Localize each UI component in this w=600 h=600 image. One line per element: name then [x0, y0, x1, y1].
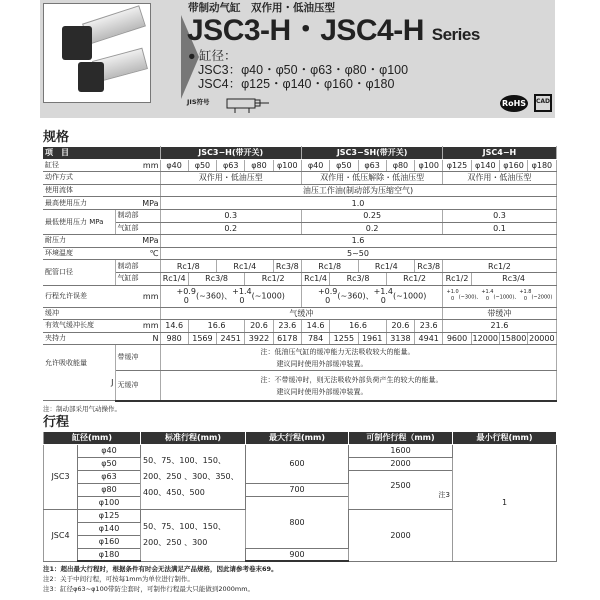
spec-row [43, 209, 556, 222]
row-sublabel: 无缓冲 [115, 371, 160, 401]
bore-cell: φ180 [78, 548, 141, 561]
row-label-text: 有效气缓冲长度 [45, 321, 94, 330]
spec-cell: Rc1/2 [386, 272, 443, 285]
spec-cell: Rc3/4 [471, 272, 556, 285]
row-unit: mm [142, 160, 159, 170]
spec-cell: Rc1/2 [443, 272, 471, 285]
stroke-table [43, 431, 557, 563]
bore-cell: φ50 [78, 457, 141, 470]
bore-label: ● 缸径： [188, 49, 237, 63]
bore-line-jsc3: JSC3：φ40・φ50・φ63・φ80・φ100 [198, 63, 409, 77]
row-label-text: 缸径 [45, 160, 59, 169]
spec-row [43, 307, 556, 320]
spec-row [43, 172, 556, 185]
tolerance-range: (~360)、 [337, 291, 374, 301]
stroke-row [44, 444, 557, 457]
stroke-note-1: 注1：超出最大行程时，根据条件有时会无法满足产品规格，因此请参考卷末69。 [43, 565, 278, 574]
standard-stroke: 50、75、100、150、200、250 、300 [141, 509, 246, 561]
spec-cell: φ160 [499, 159, 527, 172]
tolerance-fraction [318, 287, 337, 305]
header-col: 最大行程(mm) [246, 431, 349, 444]
tolerance-range: (~2000) [531, 294, 553, 301]
spec-cell: 14.6 [301, 320, 329, 333]
tolerance-upper: +1.4 [481, 288, 494, 295]
spec-row [43, 260, 556, 273]
energy-note-line: 建议同时使用外部缓冲装置。 [276, 359, 368, 368]
bore-list [188, 49, 408, 91]
row-label [43, 209, 115, 234]
spec-cell: φ80 [386, 159, 414, 172]
row-label [43, 345, 115, 401]
max-stroke: 900 [246, 548, 349, 561]
spec-cell: 20.6 [386, 320, 414, 333]
subtitle: 带制动气缸 双作用・低油压型 [188, 2, 335, 14]
spec-cell: Rc3/8 [188, 272, 245, 285]
tolerance-upper: +0.9 [176, 287, 196, 297]
row-label [43, 247, 160, 260]
spec-cell: 双作用・低压解除・低油压型 [301, 172, 442, 185]
spec-cell: 12000 [472, 334, 498, 344]
row-label-text: 环境温度 [45, 249, 73, 258]
spec-cell: 0.2 [160, 222, 301, 235]
spec-cell: 0.1 [443, 222, 556, 235]
row-label [43, 260, 115, 285]
spec-cell: φ100 [415, 159, 443, 172]
tolerance-fraction [374, 287, 393, 305]
spec-cell: 16.6 [188, 320, 245, 333]
tolerance-upper: +0.9 [317, 287, 338, 297]
spec-cell: 1961 [358, 332, 386, 345]
row-unit: J [111, 377, 114, 387]
tolerance-fraction [481, 289, 493, 303]
spec-cell: Rc1/2 [443, 260, 556, 273]
spec-cell: 16.6 [330, 320, 387, 333]
energy-note-line: 注：不带缓冲时，则无法吸收外部负荷产生的较大的能量。 [260, 375, 443, 384]
spec-cell: 0.2 [301, 222, 442, 235]
spec-cell: φ180 [528, 159, 556, 172]
header-bore: 缸径(mm) [44, 431, 141, 444]
row-label [43, 285, 160, 307]
row-label [43, 172, 160, 185]
spec-cell: 23.6 [273, 320, 301, 333]
bore-cell: φ63 [78, 470, 141, 483]
energy-note [160, 371, 556, 401]
tolerance-cell [160, 285, 301, 307]
row-label [43, 184, 160, 197]
spec-cell: Rc3/8 [330, 272, 387, 285]
row-sublabel: 气缸部 [115, 222, 160, 235]
spec-cell: 3138 [386, 332, 414, 345]
tolerance-range: (~360)、 [195, 291, 233, 301]
max-stroke: 800 [246, 496, 349, 548]
max-stroke: 700 [246, 483, 349, 496]
content-area [43, 130, 556, 594]
spec-cell: Rc1/4 [358, 260, 415, 273]
spec-cell: 带缓冲 [443, 307, 556, 320]
row-label [43, 320, 160, 333]
spec-cell: Rc1/8 [160, 260, 217, 273]
rohs-badge: RoHS [500, 95, 528, 112]
spec-cell: 5~50 [160, 247, 556, 260]
row-sublabel: 带缓冲 [115, 345, 160, 371]
tolerance-lower: 0 [451, 295, 455, 302]
title-text: JSC3-H・JSC4-H [187, 14, 424, 47]
header-col: 可制作行程（mm) [349, 431, 453, 444]
tolerance-range: (~1000) [393, 291, 427, 301]
row-sublabel: 制动部 [115, 260, 160, 273]
tolerance-lower: 0 [239, 296, 245, 306]
tolerance-fraction [177, 287, 196, 305]
row-label-text: 缓冲 [45, 308, 59, 317]
spec-footnote: 注：制动部采用气动操作。 [43, 404, 121, 413]
row-label [43, 307, 160, 320]
energy-note-line: 注：低油压气缸的缓冲能力无法吸收较大的能量。 [260, 347, 415, 356]
spec-cell: 6178 [273, 332, 301, 345]
spec-cell: φ50 [330, 159, 358, 172]
standard-stroke: 50、75、100、150、200、250 、300、350、400、450、500 [141, 444, 246, 509]
spec-row [43, 345, 556, 371]
spec-cell: 21.6 [443, 320, 556, 333]
cad-icon: CAD [534, 94, 552, 112]
row-label [43, 159, 160, 172]
spec-cell: φ100 [273, 159, 301, 172]
tolerance-lower: 0 [485, 295, 490, 302]
spec-cell: 14.6 [160, 320, 188, 333]
tolerance-fraction [232, 287, 251, 305]
tolerance-range: (~1000)、 [493, 294, 520, 301]
bore-cell: φ125 [78, 509, 141, 522]
makeable-note: 注3 [438, 490, 451, 499]
makeable-stroke [349, 444, 453, 457]
min-stroke: 1 [453, 444, 557, 561]
row-label-text: 配管口径 [45, 267, 73, 276]
row-label-text: 最低使用压力 MPa [45, 217, 104, 226]
spec-header-row [43, 147, 556, 160]
bore-cell: φ140 [78, 522, 141, 535]
title-suffix: Series [431, 25, 480, 44]
spec-row [43, 235, 556, 248]
row-unit: MPa [142, 198, 159, 208]
makeable-stroke [349, 457, 453, 470]
spec-cell: φ80 [245, 159, 273, 172]
spec-row [43, 222, 556, 235]
spec-cell: φ63 [358, 159, 386, 172]
header-group: JSC4−H [443, 147, 556, 160]
spec-cell: 20.6 [245, 320, 273, 333]
row-label [43, 197, 160, 210]
series-label: JSC3 [44, 444, 78, 509]
spec-cell: 3922 [245, 332, 273, 345]
header-col: 最小行程(mm) [453, 431, 557, 444]
spec-cell: Rc1/4 [160, 272, 188, 285]
spec-cell: 油压工作油(制动部为压缩空气) [160, 184, 556, 197]
spec-row [43, 159, 556, 172]
spec-cell: 15800 [500, 334, 527, 344]
spec-cell: Rc3/8 [273, 260, 301, 273]
spec-cell: 1569 [188, 332, 216, 345]
jis-label: JIS符号 [187, 98, 210, 106]
spec-row [43, 332, 556, 345]
makeable-stroke [349, 509, 453, 561]
spec-cell: φ40 [160, 159, 188, 172]
bore-cell: φ80 [78, 483, 141, 496]
spec-cell: 1.0 [160, 197, 556, 210]
jis-symbol-icon [225, 95, 270, 113]
tolerance-lower: 0 [380, 296, 386, 306]
spec-cell: Rc3/8 [415, 260, 443, 273]
row-unit: ℃ [149, 249, 159, 259]
spec-row [43, 320, 556, 333]
spec-row [43, 247, 556, 260]
series-title [187, 15, 480, 51]
row-label-text: 动作方式 [45, 173, 73, 182]
row-label [43, 235, 160, 248]
row-unit: mm [142, 321, 159, 331]
spec-cell: 20000 [529, 334, 555, 344]
tolerance-lower: 0 [183, 296, 189, 306]
tolerance-cell [443, 285, 556, 307]
series-label: JSC4 [44, 509, 78, 561]
spec-cell: 9600 [443, 332, 471, 345]
spec-section-title: 规格 [43, 130, 70, 145]
bore-line-jsc4: JSC4：φ125・φ140・φ160・φ180 [198, 77, 395, 91]
stroke-section-title: 行程 [43, 414, 70, 430]
spec-cell: 0.3 [160, 209, 301, 222]
spec-cell: 4941 [415, 332, 443, 345]
row-label [43, 332, 160, 345]
makeable-value: 1600 [390, 446, 411, 456]
spec-cell: φ40 [301, 159, 329, 172]
tolerance-upper: +1.0 [446, 288, 459, 295]
spec-cell: 0.3 [443, 209, 556, 222]
tolerance-range: (~1000) [251, 291, 285, 301]
spec-cell: φ63 [217, 159, 245, 172]
row-label-text: 使用流体 [45, 186, 73, 195]
tolerance-fraction [447, 289, 459, 303]
spec-cell: φ125 [443, 159, 471, 172]
spec-cell: Rc1/2 [245, 272, 302, 285]
spec-row [43, 184, 556, 197]
row-label-text: 允许吸收能量 [45, 358, 87, 367]
tolerance-upper: +1.4 [232, 287, 252, 297]
spec-cell: 双作用・低油压型 [443, 172, 556, 185]
spec-cell: 双作用・低油压型 [160, 172, 301, 185]
bore-cell: φ100 [78, 496, 141, 509]
row-unit: MPa [142, 236, 159, 246]
bore-cell: φ40 [78, 444, 141, 457]
stroke-note-2: 注2：关于中间行程，可按每1mm为单位进行制作。 [43, 575, 194, 584]
header-group: JSC3−SH(带开关) [301, 147, 442, 160]
tolerance-upper: +1.4 [373, 287, 394, 297]
spec-cell: Rc1/4 [217, 260, 274, 273]
tolerance-upper: +1.8 [519, 288, 532, 295]
makeable-value: 2000 [390, 459, 411, 469]
row-unit: mm [142, 291, 159, 301]
tolerance-fraction [519, 289, 531, 303]
spec-cell: 0.25 [301, 209, 442, 222]
row-sublabel: 制动部 [115, 209, 160, 222]
makeable-value: 2500 [390, 480, 411, 490]
energy-note-line: 建议同时使用外部缓冲装置。 [276, 387, 368, 396]
header-item: 项 目 [43, 147, 160, 160]
makeable-stroke [349, 470, 453, 509]
row-unit: N [152, 334, 159, 344]
spec-row [43, 371, 556, 401]
spec-row [43, 197, 556, 210]
spec-row [43, 285, 556, 307]
makeable-value: 2000 [390, 530, 411, 540]
tolerance-lower: 0 [523, 295, 527, 302]
spec-cell: φ140 [471, 159, 499, 172]
stroke-note-3: 注3：缸径φ63~φ100带防尘套时，可制作行程最大只能做到2000mm。 [43, 585, 255, 594]
spec-cell: 1255 [330, 332, 358, 345]
row-label-text: 耐压力 [45, 236, 66, 245]
product-photo [43, 3, 151, 103]
header-col: 标准行程(mm) [141, 431, 246, 444]
row-label-text: 行程允许误差 [45, 291, 87, 300]
energy-note [160, 345, 556, 371]
max-stroke: 600 [246, 444, 349, 483]
stroke-header-row [44, 431, 557, 444]
tolerance-lower: 0 [325, 296, 331, 306]
spec-row [43, 272, 556, 285]
row-sublabel: 气缸部 [115, 272, 160, 285]
header-group: JSC3−H(带开关) [160, 147, 301, 160]
spec-table [43, 146, 557, 402]
tolerance-cell [301, 285, 442, 307]
spec-cell: 气缓冲 [160, 307, 443, 320]
tolerance-range: (~300)、 [458, 294, 482, 301]
row-label-text: 夹持力 [45, 334, 66, 343]
spec-cell: 980 [160, 332, 188, 345]
spec-cell: 1.6 [160, 235, 556, 248]
spec-cell: 23.6 [415, 320, 443, 333]
row-label-text: 最高使用压力 [45, 198, 87, 207]
spec-cell: 2451 [217, 332, 245, 345]
bore-cell: φ160 [78, 535, 141, 548]
spec-cell: 784 [301, 332, 329, 345]
spec-cell: Rc1/4 [301, 272, 329, 285]
spec-cell: Rc1/8 [301, 260, 358, 273]
spec-cell: φ50 [188, 159, 216, 172]
